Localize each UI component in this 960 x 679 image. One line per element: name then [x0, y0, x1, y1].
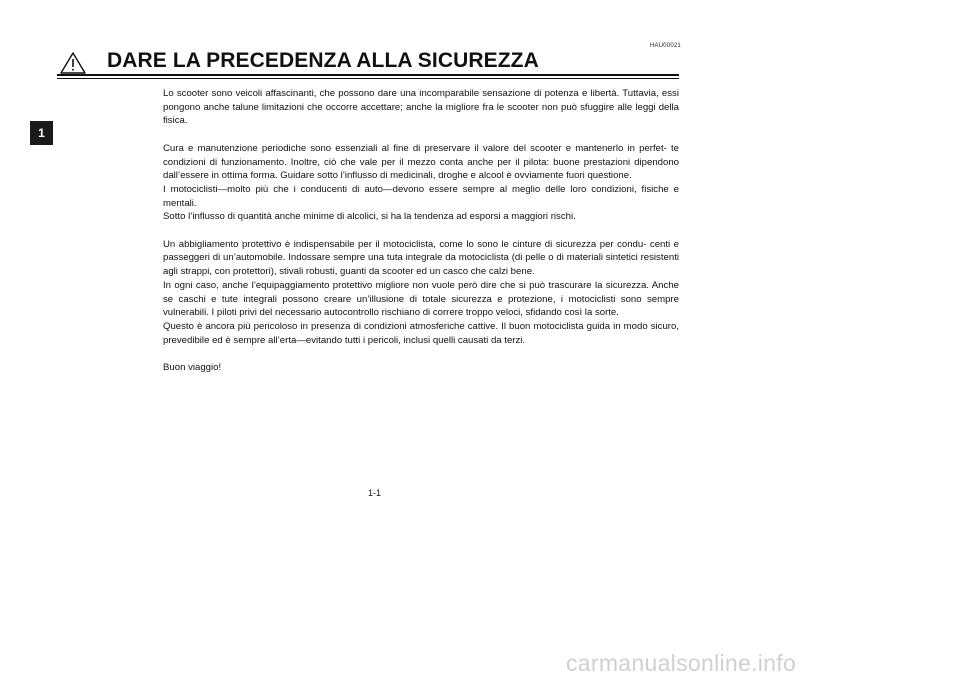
paragraph: [163, 361, 679, 375]
body-text: [163, 87, 679, 388]
paragraph-line: I motociclisti—molto più che i conducenti di auto—devono essere sempre al meglio delle loro condizioni, fisiche e mentali.: [163, 183, 679, 209]
chapter-tab: 1: [30, 121, 53, 145]
paragraph-text: [163, 142, 679, 224]
paragraph: [163, 142, 679, 224]
warning-triangle-icon: [60, 52, 86, 74]
paragraph-line: Questo è ancora più pericoloso in presenza di condizioni atmosferiche cattive. Il buon motociclista guida in modo sicuro, prevedibile ed è sempre all’erta—evitando tutti i pericoli, inclusi quelli causati da terzi.: [163, 320, 679, 346]
paragraph-line: Sotto l’influsso di quantità anche minime di alcolici, si ha la tendenza ad esporsi a maggiori rischi.: [163, 211, 576, 223]
page-number: 1-1: [368, 488, 382, 498]
paragraph: [163, 87, 679, 128]
title-rule-thin: [57, 78, 679, 79]
page-title: DARE LA PRECEDENZA ALLA SICUREZZA: [107, 49, 539, 72]
paragraph-text: [163, 238, 679, 348]
document-code: HAU00021: [650, 43, 681, 49]
paragraph-text: Lo scooter sono veicoli affascinanti, che possono dare una incomparabile sensazione di potenza e libertà. Tuttavia, essi pongono anche talune limitazioni che occorre accettare; anche la migliore fra le scooter non può sfuggire alle leggi della fisica.: [163, 88, 679, 127]
title-rule-thick: [57, 74, 679, 76]
paragraph-text: Buon viaggio!: [163, 362, 222, 374]
paragraph-line: In ogni caso, anche l’equipaggiamento protettivo migliore non vuole però dire che si può trascurare la sicurezza. Anche se caschi e tute integrali possono creare un’illusione di totale sicurezza e protezione, i motociclisti sono sempre vulnerabili. I piloti privi del necessario autocontrollo rischiano di correre troppo veloci, sfidando così la sorte.: [163, 279, 679, 319]
paragraph: [163, 238, 679, 348]
watermark: carmanualsonline.info: [566, 650, 797, 676]
paragraph-line: Un abbigliamento protettivo è indispensabile per il motociclista, come lo sono le cinture di sicurezza per condu- centi e passeggeri di un’automobile. Indossare sempre una tuta integrale da motociclista (di pelle o di materiali sintetici resistenti agli strappi, con protettori), stivali robusti, guanti da scooter ed un casco che calzi bene.: [163, 238, 679, 278]
paragraph-line: Cura e manutenzione periodiche sono essenziali al fine di preservare il valore del scooter e mantenerlo in perfet- te condizioni di funzionamento. Inoltre, ciò che vale per il mezzo conta anche per il pilota: buone prestazioni dipendono dall’essere in ottima forma. Guidare sotto l’influsso di medicinali, droghe e alcool è ovviamente fuori questione.: [163, 142, 679, 182]
